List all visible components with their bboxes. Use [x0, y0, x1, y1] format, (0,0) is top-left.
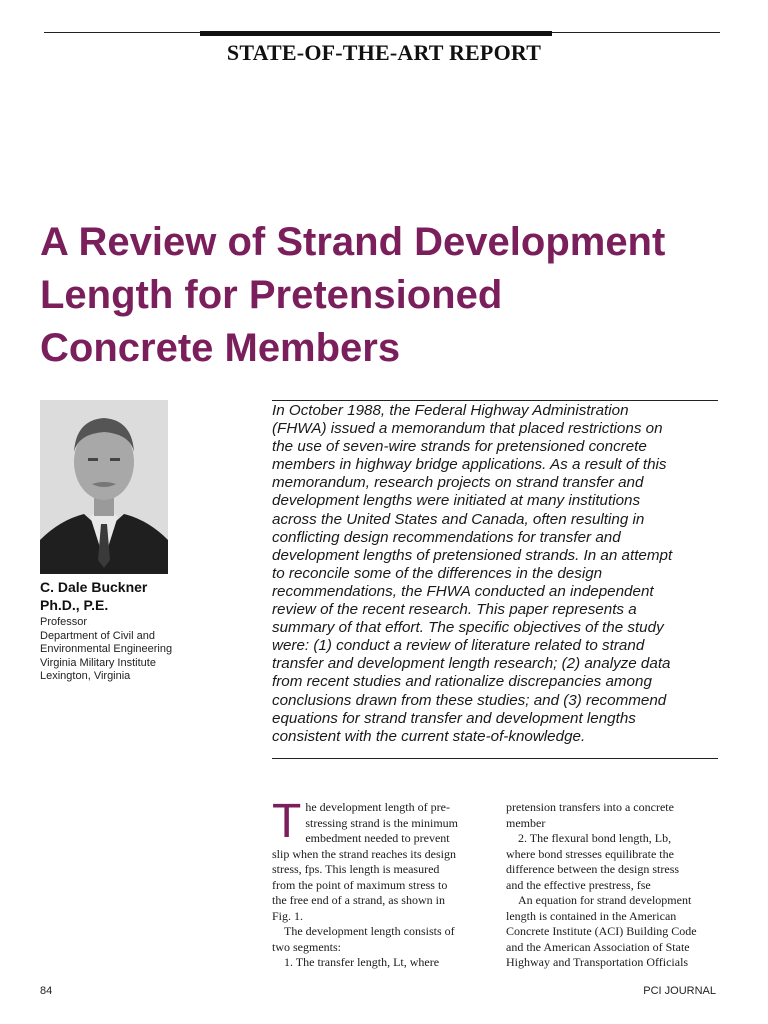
author-affiliation: [40, 616, 240, 684]
body-line: 2. The flexural bond length, Lb,: [518, 831, 672, 845]
abstract-line: the use of seven-wire strands for pretensioned concrete: [272, 438, 647, 456]
header-rule-thick: [200, 31, 552, 36]
article-title: [40, 216, 740, 375]
abstract-line: recommendations, the FHWA conducted an independent: [272, 582, 654, 600]
abstract-line: summary of that effort. The specific objectives of the study: [272, 619, 664, 637]
body-line: slip when the strand reaches its design: [272, 846, 456, 861]
body-line: Highway and Transportation Officials: [506, 955, 689, 969]
affiliation-line: Environmental Engineering: [40, 643, 173, 655]
abstract-rule-bottom: [272, 758, 718, 759]
abstract-rule-top: [272, 400, 718, 401]
body-line: An equation for strand development: [518, 893, 692, 907]
abstract-line: development lengths were initiated at many institutions: [272, 492, 641, 510]
body-line: member: [506, 815, 546, 830]
body-line: he development length of pre-: [305, 800, 450, 814]
author-name-line: C. Dale Buckner: [40, 579, 148, 595]
body-line: difference between the design stress: [506, 862, 680, 876]
abstract-line: from recent studies and rationalize discrepancies among: [272, 673, 652, 691]
abstract-line: (FHWA) issued a memorandum that placed restrictions on: [272, 420, 663, 438]
body-line: Fig. 1.: [272, 908, 304, 923]
affiliation-line: Department of Civil and: [40, 629, 155, 642]
abstract-line: memorandum, research projects on strand transfer and: [272, 474, 644, 492]
drop-cap: T: [272, 795, 302, 848]
author-name-line: Ph.D., P.E.: [40, 597, 109, 613]
affiliation-line: Professor: [40, 616, 88, 628]
section-label: STATE-OF-THE-ART REPORT: [226, 40, 542, 65]
body-column-2: [506, 800, 720, 971]
title-line: Length for Pretensioned: [40, 273, 503, 317]
body-line: embedment needed to prevent: [305, 831, 450, 845]
title-line: A Review of Strand Development: [40, 220, 666, 264]
body-line: where bond stresses equilibrate the: [506, 846, 674, 861]
body-line: length is contained in the American: [506, 908, 677, 923]
abstract-line: development lengths of pretensioned strands. In an attempt: [272, 546, 673, 564]
body-line: two segments:: [272, 939, 341, 954]
body-line: pretension transfers into a concrete: [506, 800, 674, 814]
abstract-line: equations for strand transfer and development lengths: [272, 709, 636, 727]
body-line: 1. The transfer length, Lt, where: [284, 955, 440, 969]
body-line: The development length consists of: [284, 924, 455, 938]
body-line: and the effective prestress, fse: [506, 877, 651, 892]
abstract-line: In October 1988, the Federal Highway Administration: [272, 402, 629, 419]
abstract-line: review of the recent research. This paper represents a: [272, 601, 637, 619]
abstract-line: conclusions drawn from these studies; and (3) recommend: [272, 691, 667, 709]
affiliation-line: Virginia Military Institute: [40, 656, 156, 669]
abstract-line: members in highway bridge applications. As a result of this: [272, 456, 667, 474]
body-line: stress, fps. This length is measured: [272, 862, 440, 876]
body-line: the free end of a strand, as shown in: [272, 893, 445, 907]
journal-name: PCI JOURNAL: [643, 985, 716, 997]
author-name: [40, 578, 240, 614]
body-line: from the point of maximum stress to: [272, 877, 448, 892]
body-line: Concrete Institute (ACI) Building Code: [506, 924, 697, 938]
body-line: and the American Association of State: [506, 939, 690, 954]
abstract-line: across the United States and Canada, often resulting in: [272, 510, 645, 528]
author-photo: [40, 400, 168, 574]
page-number: 84: [40, 985, 53, 997]
title-line: Concrete Members: [40, 326, 401, 370]
abstract-line: consistent with the current state-of-knowledge.: [272, 727, 586, 745]
abstract-line: were: (1) conduct a review of literature related to strand: [272, 637, 645, 655]
author-portrait-image: [40, 400, 168, 574]
abstract-line: to reconcile some of the differences in the design: [272, 564, 603, 582]
abstract: [272, 402, 720, 746]
abstract-line: transfer and development length research; (2) analyze data: [272, 655, 671, 673]
affiliation-line: Lexington, Virginia: [40, 670, 131, 682]
body-column-1: [272, 795, 486, 971]
abstract-line: conflicting design recommendations for transfer and: [272, 528, 621, 546]
body-line: stressing strand is the minimum: [305, 815, 458, 830]
